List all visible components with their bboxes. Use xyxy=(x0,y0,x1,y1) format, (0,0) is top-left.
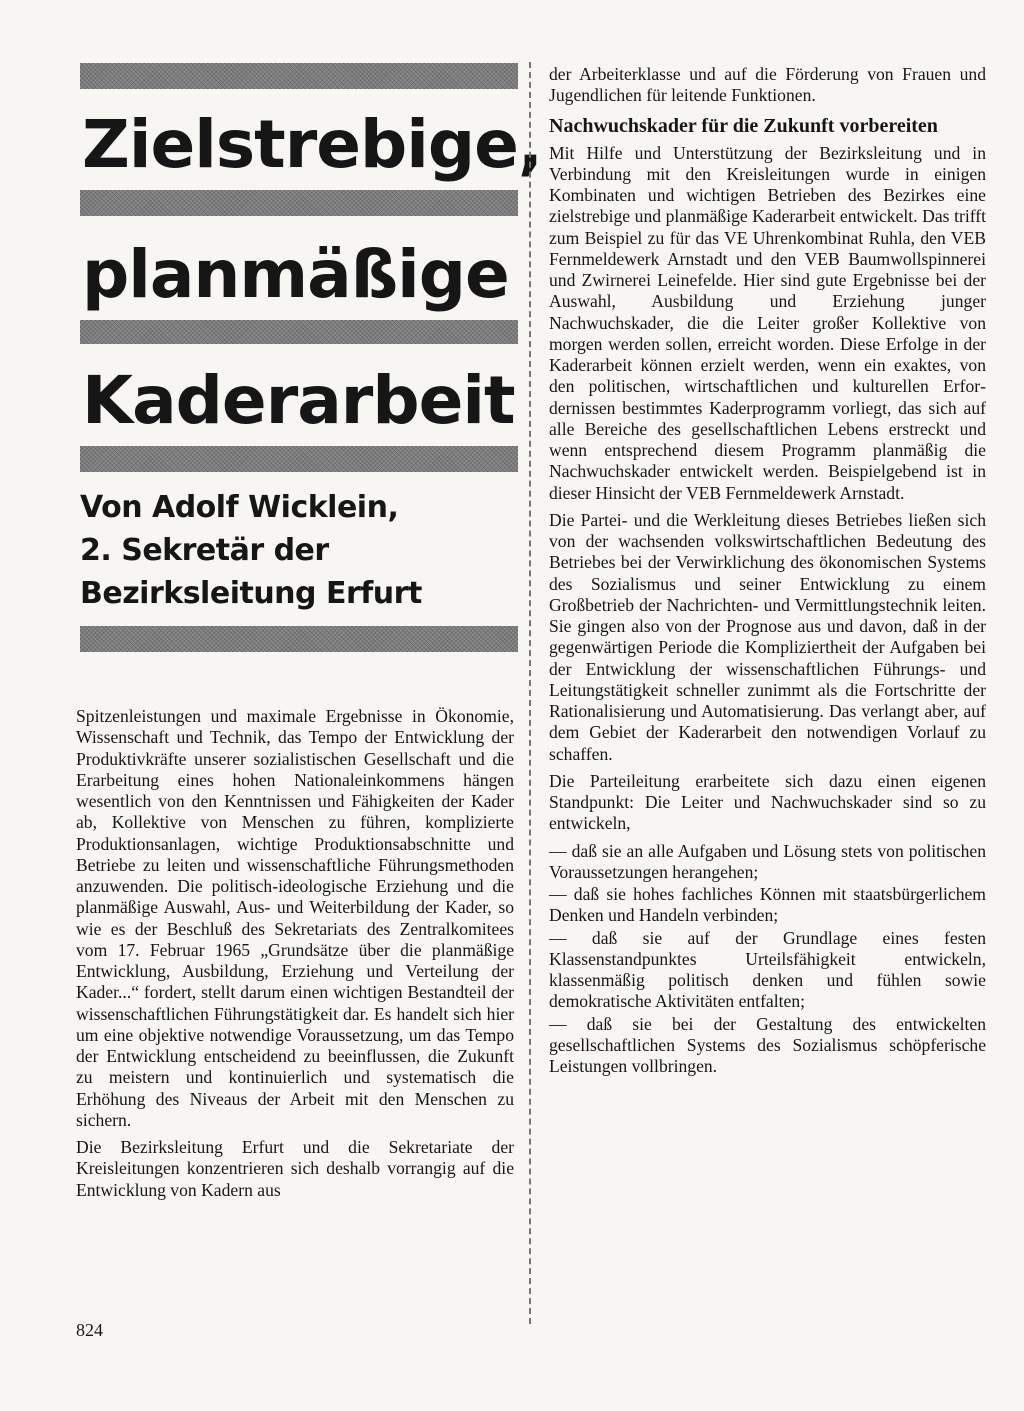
column-divider xyxy=(529,62,531,1324)
halftone-band xyxy=(80,63,518,89)
halftone-band xyxy=(80,190,518,216)
right-column xyxy=(549,64,986,1078)
headline-line-2: planmäßige xyxy=(82,236,509,313)
halftone-band xyxy=(80,446,518,472)
body-paragraph: der Arbeiterklasse und auf die Förderung von Frauen und Jugendlichen für leitende Funktionen. xyxy=(549,64,986,106)
byline-role: 2. Sekretär der xyxy=(80,533,329,568)
list-item: — daß sie bei der Gestaltung des entwickelten gesellschaftlichen Systems des Sozialismus schöpferische Leistungen vollbringen. xyxy=(549,1013,986,1076)
left-column xyxy=(76,706,514,1207)
body-paragraph: Mit Hilfe und Unterstützung der Bezirksleitung und in Verbindung mit den Kreisleitungen wurde in einigen Kombinaten und wichtigen Betrieben des Bezirkes eine zielstrebige und planmäßige Kaderarbeit entwickelt. Das trifft zum Beispiel zu für das VE Uhrenkombinat Ruhla, den VEB Fernmeldewerk Arnstadt und den VEB Baumwollspinnerei und Zwirnerei Leinefelde. Hier sind gute Ergebnisse bei der Auswahl, Ausbildung und Erziehung junger Nachwuchskader, die die Leiter großer Kollektive von morgen werden sollen, erreicht worden. Diese Erfolge in der Kaderarbeit können erzielt werden, wenn ein exaktes, von den politischen, wirtschaftlichen und kulturellen Erfordernissen bestimmtes Kaderprogramm vorliegt, das sich auf alle Bereiche des gesellschaftlichen Lebens erstreckt und wenn entsprechend diesem Programm planmäßig die Nachwuchskader entwickelt werden. Beispielgebend ist in dieser Hinsicht der VEB Fernmeldewerk Arnstadt. xyxy=(549,142,986,503)
list-item: — daß sie an alle Aufgaben und Lösung stets von politischen Voraussetzungen herangehen; xyxy=(549,840,986,882)
byline-organization: Bezirksleitung Erfurt xyxy=(80,576,422,611)
author-byline xyxy=(80,486,520,615)
section-subheading: Nachwuchskader für die Zukunft vorbereiten xyxy=(549,114,938,137)
halftone-band xyxy=(80,626,518,652)
body-paragraph: Spitzenleistungen und maximale Ergebnisse in Ökonomie, Wissenschaft und Technik, das Tempo der Entwicklung der Produktivkräfte unserer sozialistischen Gesellschaft und die Erarbeitung eines hohen Nationaleinkommens hängen wesentlich von den Kenntnissen und Fähigkeiten der Kader ab, Kollektive von Menschen zu führen, komplizierte Produktionsanlagen, wichtige Produktionsabschnitte und Betriebe zu leiten und wissenschaftliche Führungsmethoden anzuwenden. Die politisch-ideologische Erziehung und die planmäßige Auswahl, Aus- und Weiterbildung der Kader, so wie es der Beschluß des Sekretariats des Zentralkomitees vom 17. Februar 1965 „Grundsätze über die planmäßige Entwicklung, Ausbildung, Erziehung und Verteilung der Kader...“ fordert, stellt darum einen wichtigen Bestandteil der wissenschaftlichen Führungstätigkeit dar. Es handelt sich hier um eine objektive notwendige Voraussetzung, um das Tempo der Entwicklung entscheidend zu beeinflussen, die Zukunft zu meistern und kontinuierlich und systematisch die Erhöhung des Niveaus der Arbeit mit den Menschen zu sichern. xyxy=(76,706,514,1130)
body-paragraph: Die Bezirksleitung Erfurt und die Sekretariate der Kreisleitungen konzentrieren sich deshalb vorrangig auf die Entwicklung von Kadern aus xyxy=(76,1137,514,1200)
list-item: — daß sie auf der Grundlage eines festen Klassenstandpunktes Urteilsfähigkeit entwickeln, klassenmäßig politisch denken und fühlen sowie demokratische Aktivitäten entfalten; xyxy=(549,927,986,1012)
body-paragraph: Die Partei- und die Werkleitung dieses Betriebes ließen sich von der wachsenden volkswirtschaftlichen Bedeutung des Betriebes bei der Verwirklichung des ökonomischen Systems des Sozialismus und seiner Entwicklung zu einem Großbetrieb der Nachrichten- und Vermittlungstechnik leiten. Sie gingen also von der Prognose aus und davon, daß in der gegenwärtigen Periode die Kompliziertheit der Aufgaben bei der Entwicklung der wissenschaftlichen Führungs- und Leitungstätigkeit schneller zunimmt als die Fortschritte der Rationalisierung und Automatisierung. Das verlangt aber, auf dem Gebiet der Kaderarbeit den notwendigen Vorlauf zu schaffen. xyxy=(549,509,986,764)
byline-author: Von Adolf Wicklein, xyxy=(80,490,399,525)
body-paragraph: Die Parteileitung erarbeitete sich dazu einen eigenen Standpunkt: Die Leiter und Nachwuchskader sind so zu entwickeln, xyxy=(549,770,986,834)
page-number: 824 xyxy=(76,1320,103,1340)
headline-line-3: Kaderarbeit xyxy=(82,362,515,439)
headline-line-1: Zielstrebige, xyxy=(82,106,542,183)
halftone-band xyxy=(80,320,518,344)
requirements-list xyxy=(549,841,986,1078)
list-item: — daß sie hohes fachliches Können mit staatsbürgerlichem Denken und Handeln verbinden; xyxy=(549,884,986,926)
